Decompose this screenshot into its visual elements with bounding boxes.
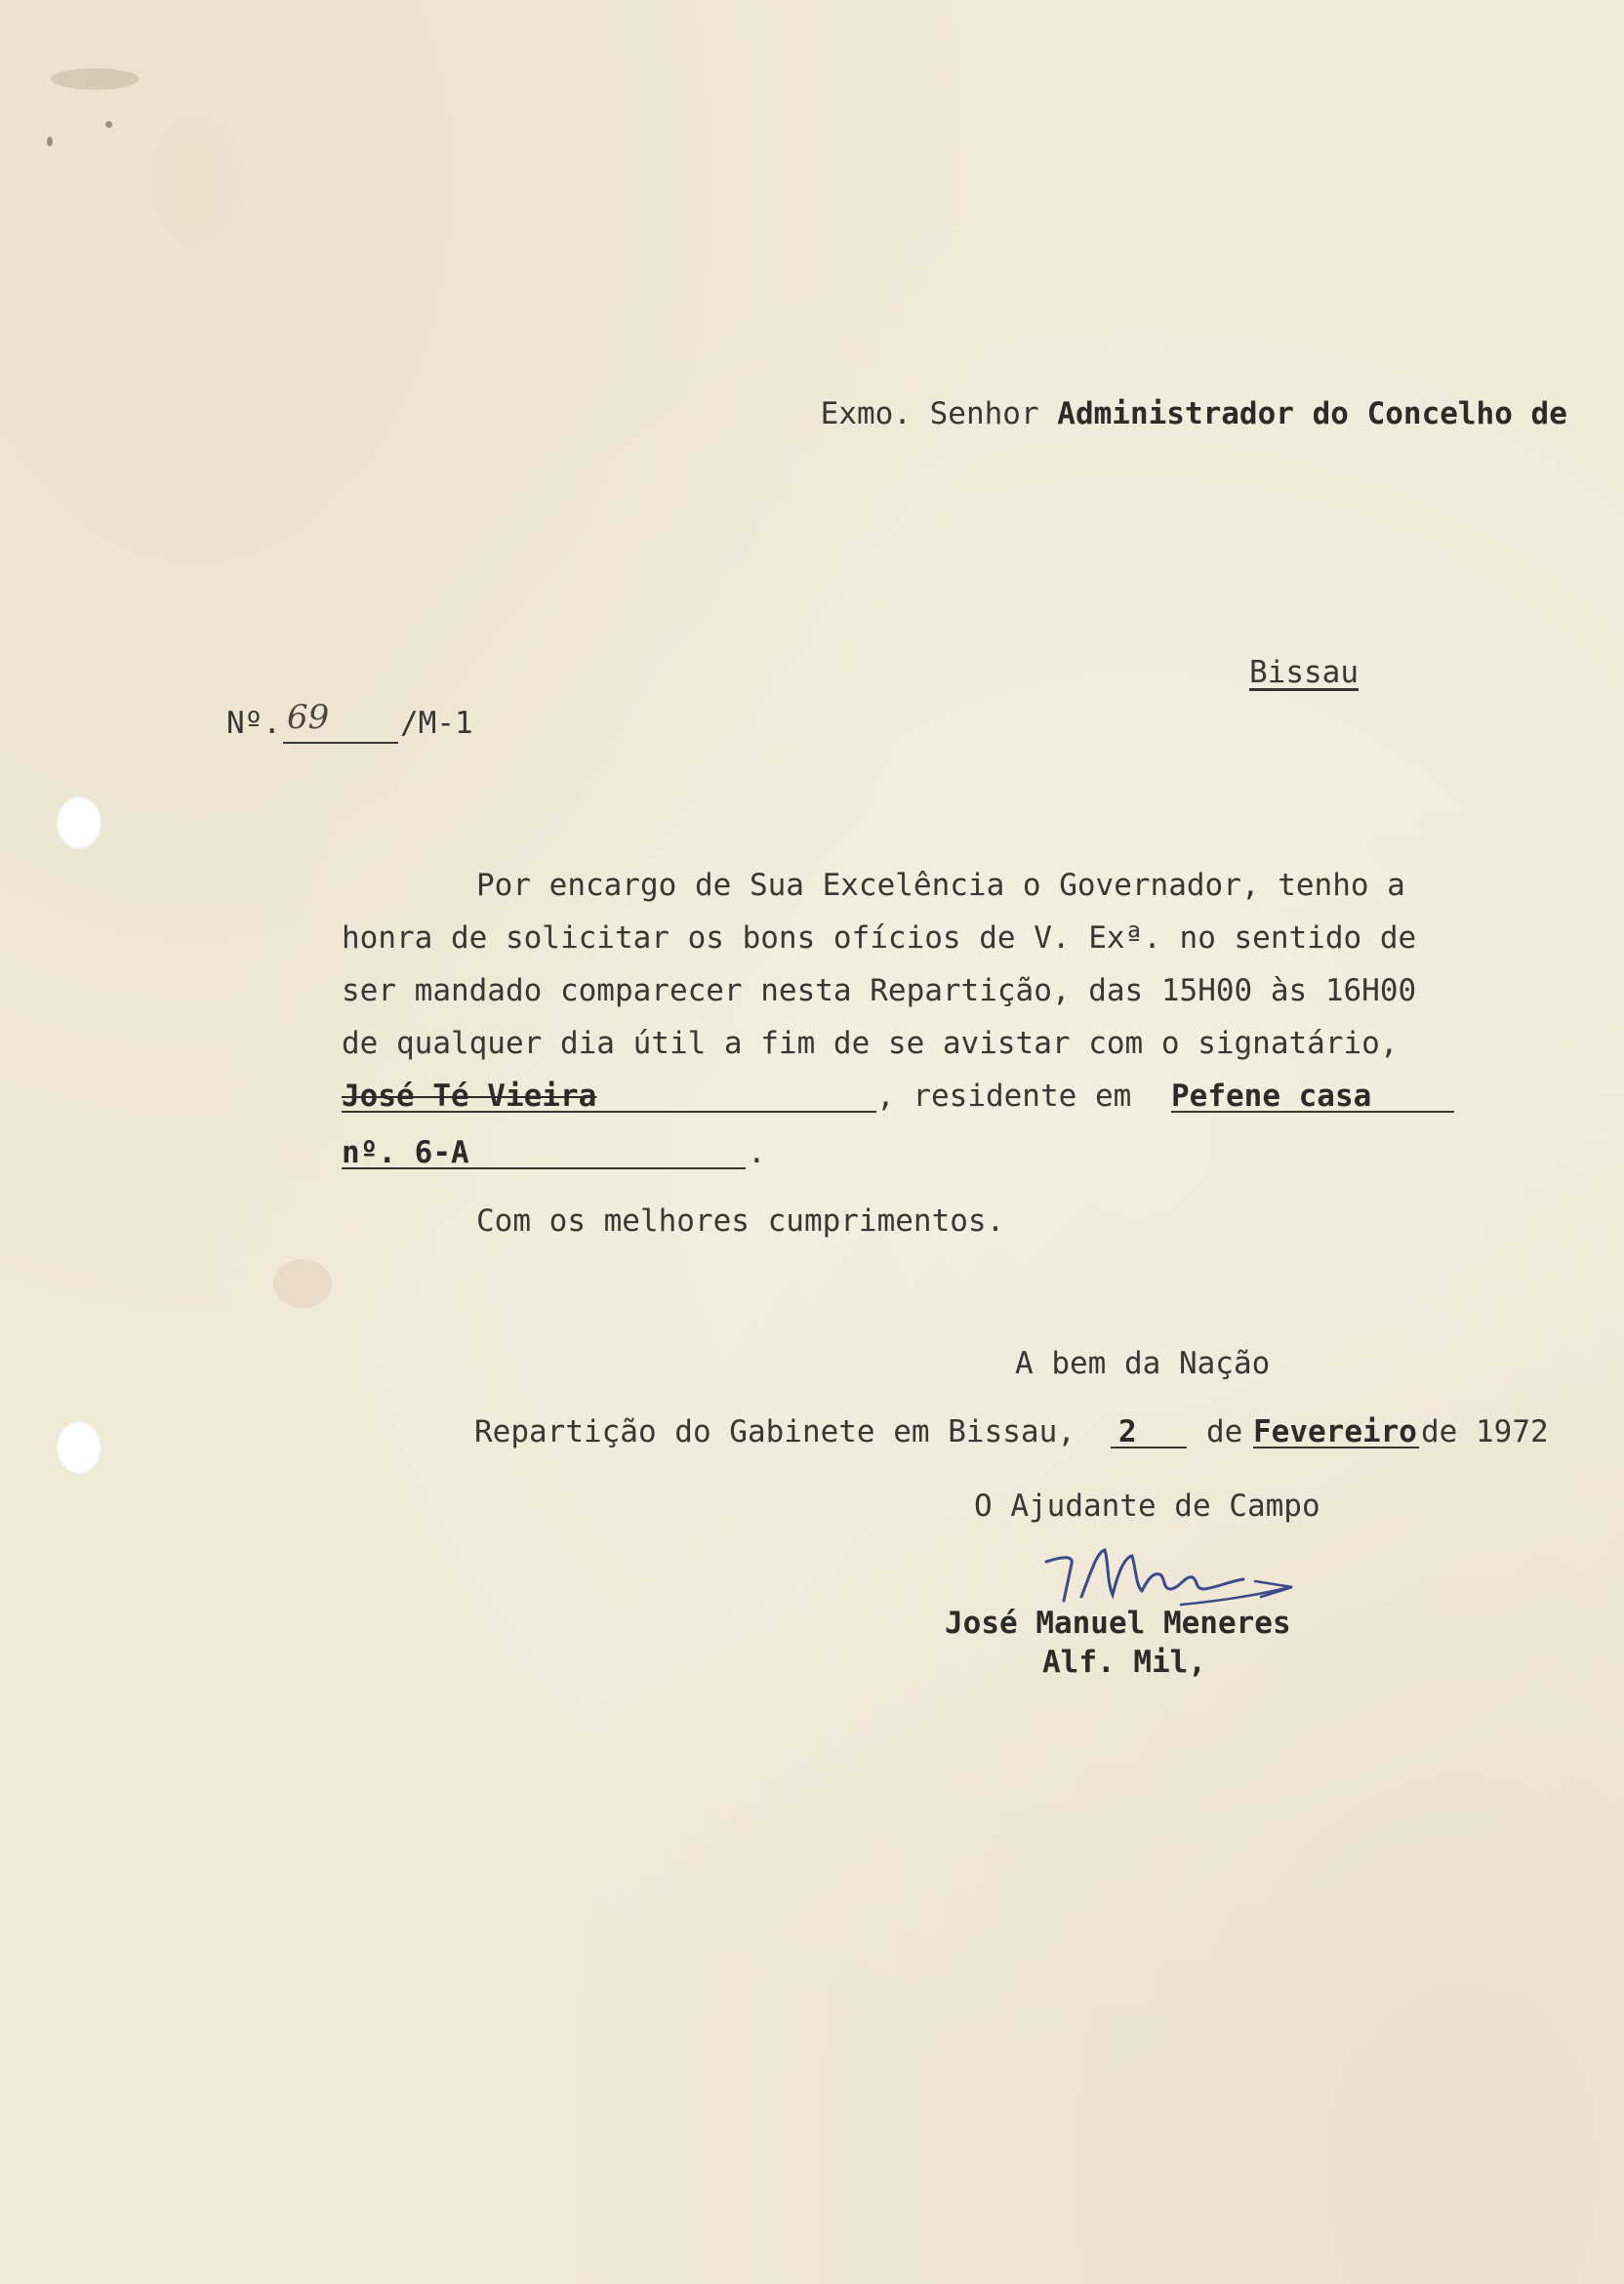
body-line-3: ser mandado comparecer nesta Repartição, das 15H00 às 16H00 <box>342 973 1417 1008</box>
stain-mid-left <box>273 1259 332 1308</box>
speck-2 <box>105 121 112 128</box>
dateline-day-line <box>1111 1447 1187 1448</box>
person-name: José Té Vieira <box>342 1079 597 1114</box>
residence-end-period: . <box>748 1135 766 1170</box>
body-line-4: de qualquer dia útil a fim de se avistar com o signatário, <box>342 1026 1399 1061</box>
addressee-line <box>748 369 1567 460</box>
reference-number: 69 <box>287 698 330 737</box>
dateline-month-line <box>1253 1447 1419 1448</box>
dateline-de-2: de <box>1421 1414 1458 1449</box>
reference-suffix: /M-1 <box>400 706 473 741</box>
residence-line-1-underline <box>1171 1111 1454 1113</box>
dateline-de-1: de <box>1206 1414 1243 1449</box>
dateline-day: 2 <box>1118 1414 1137 1449</box>
punch-hole-top <box>57 796 102 849</box>
smudge-top-left <box>51 68 139 90</box>
reference-prefix: Nº. <box>226 706 281 741</box>
residence-line-2-underline <box>342 1167 746 1169</box>
closing-line: Com os melhores cumprimentos. <box>476 1203 1005 1239</box>
person-name-line <box>342 1111 876 1113</box>
signatory-name: José Manuel Meneres <box>945 1606 1291 1641</box>
punch-hole-bottom <box>57 1421 102 1474</box>
body-line-2: honra de solicitar os bons ofícios de V. Exª. no sentido de <box>342 920 1417 956</box>
addressee-prefix: Exmo. Senhor <box>820 396 1058 431</box>
signatory-role: O Ajudante de Campo <box>974 1489 1320 1524</box>
salutation: A bem da Nação <box>1015 1346 1271 1381</box>
dateline-prefix: Repartição do Gabinete em Bissau, <box>474 1414 1076 1449</box>
signatory-rank: Alf. Mil, <box>1042 1645 1206 1680</box>
residence-label: , residente em <box>876 1079 1150 1114</box>
addressee-title: Administrador do Concelho de <box>1057 396 1567 431</box>
addressee-city: Bissau <box>1249 655 1359 690</box>
residence-line-1: Pefene casa <box>1171 1079 1372 1114</box>
dateline-month: Fevereiro <box>1253 1414 1417 1449</box>
body-line-1: Por encargo de Sua Excelência o Governador, tenho a <box>476 868 1405 903</box>
speck-1 <box>47 137 53 146</box>
residence-line-2: nº. 6-A <box>342 1135 469 1170</box>
dateline-year: 1972 <box>1476 1414 1549 1449</box>
reference-number-line <box>283 742 398 744</box>
